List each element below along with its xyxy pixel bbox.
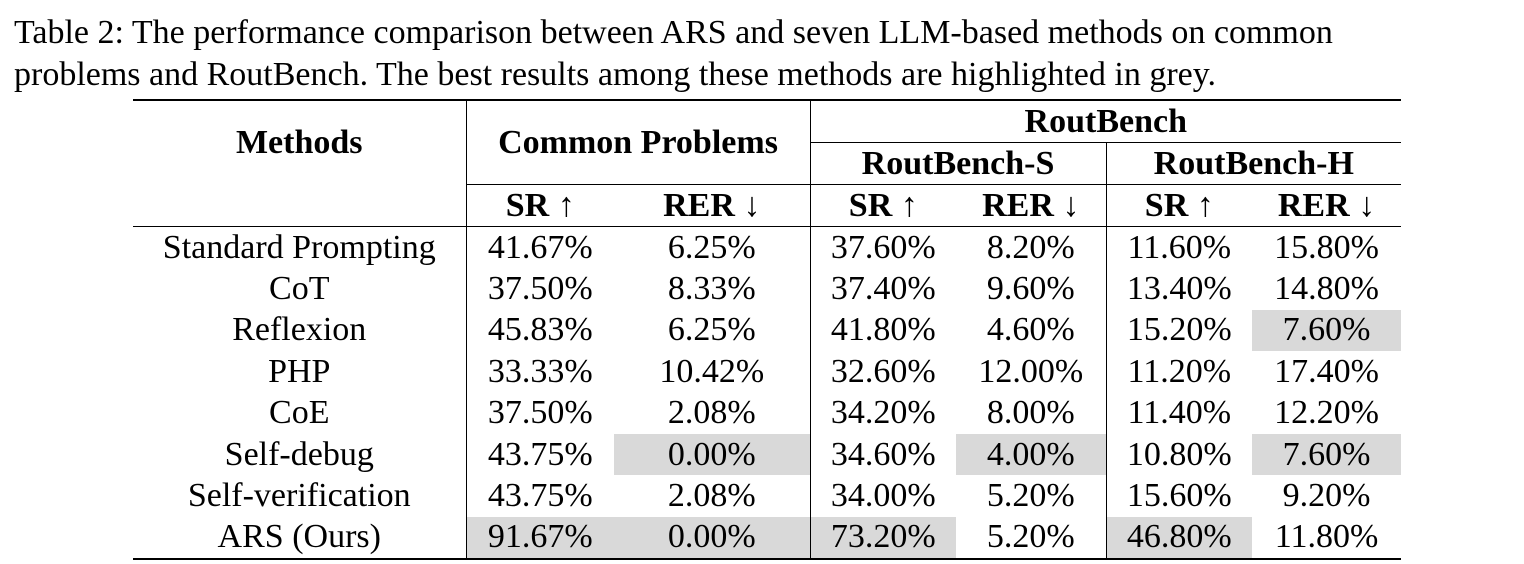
routbench-s-rer-cell-best: 4.00% <box>956 434 1106 475</box>
common-sr-cell: 33.33% <box>466 351 614 392</box>
routbench-h-sr-cell: 13.40% <box>1106 268 1252 309</box>
routbench-h-rer-cell: 11.80% <box>1252 517 1401 559</box>
method-name: Self-verification <box>187 477 411 515</box>
routbench-s-header: RoutBench-S <box>810 143 1106 185</box>
method-name: Self-debug <box>224 435 374 473</box>
routbench-h-rer-header: RER ↓ <box>1252 185 1401 227</box>
method-name: PHP <box>268 352 331 390</box>
routbench-s-rer-cell: 8.20% <box>956 227 1106 269</box>
routbench-s-sr-header: SR ↑ <box>810 185 956 227</box>
common-sr-cell: 37.50% <box>466 393 614 434</box>
routbench-h-sr-cell: 11.40% <box>1106 393 1252 434</box>
routbench-s-sr-cell: 34.60% <box>810 434 956 475</box>
routbench-h-rer-cell: 14.80% <box>1274 270 1379 308</box>
routbench-s-sr-cell: 34.00% <box>810 475 956 516</box>
common-sr-cell: 37.50% <box>466 268 614 309</box>
method-name: Standard Prompting <box>133 227 466 269</box>
routbench-h-sr-cell: 11.60% <box>1106 227 1252 269</box>
routbench-s-rer-cell: 4.60% <box>986 311 1075 349</box>
method-name: CoE <box>269 394 330 432</box>
common-sr-cell: 41.67% <box>466 227 614 269</box>
routbench-s-sr-cell: 32.60% <box>810 351 956 392</box>
common-rer-cell: 2.08% <box>667 394 756 432</box>
routbench-h-sr-cell-best: 46.80% <box>1106 517 1252 559</box>
common-rer-cell-best: 0.00% <box>614 517 810 559</box>
common-sr-header: SR ↑ <box>466 185 614 227</box>
routbench-s-rer-header: RER ↓ <box>956 185 1106 227</box>
routbench-h-rer-cell: 9.20% <box>1282 477 1371 515</box>
method-name: CoT <box>269 270 330 308</box>
routbench-h-sr-header: SR ↑ <box>1106 185 1252 227</box>
common-problems-header: Common Problems <box>466 100 810 185</box>
results-table-container <box>133 99 1401 560</box>
routbench-s-sr-cell: 37.40% <box>810 268 956 309</box>
table-caption <box>14 12 1520 96</box>
method-name: Reflexion <box>232 311 367 349</box>
routbench-s-rer-cell: 12.00% <box>978 352 1084 390</box>
method-name: ARS (Ours) <box>133 517 466 559</box>
common-rer-cell-best: 0.00% <box>614 434 810 475</box>
routbench-s-rer-cell: 5.20% <box>956 517 1106 559</box>
methods-header-spacer <box>133 185 466 227</box>
table-row <box>133 227 1401 269</box>
results-table <box>133 99 1401 560</box>
routbench-s-sr-cell: 37.60% <box>810 227 956 269</box>
routbench-h-sr-cell: 15.20% <box>1106 310 1252 351</box>
routbench-h-rer-cell-best: 7.60% <box>1252 434 1401 475</box>
routbench-s-sr-cell: 41.80% <box>810 310 956 351</box>
routbench-h-rer-cell-best: 7.60% <box>1252 310 1401 351</box>
common-sr-cell-best: 91.67% <box>466 517 614 559</box>
routbench-h-sr-cell: 10.80% <box>1106 434 1252 475</box>
routbench-h-header: RoutBench-H <box>1106 143 1401 185</box>
caption-line-2: problems and RoutBench. The best results among these methods are highlighted in grey. <box>14 56 1217 93</box>
table-row <box>133 268 1401 309</box>
routbench-s-rer-cell: 5.20% <box>986 477 1075 515</box>
common-rer-header: RER ↓ <box>614 185 810 227</box>
common-rer-cell: 10.42% <box>659 352 765 390</box>
table-row <box>133 351 1401 392</box>
caption-line-1: Table 2: The performance comparison between ARS and seven LLM-based methods on common <box>14 14 1333 51</box>
routbench-s-rer-cell: 9.60% <box>986 270 1075 308</box>
table-row <box>133 517 1401 559</box>
common-rer-cell: 6.25% <box>614 227 810 269</box>
routbench-h-rer-cell: 12.20% <box>1274 394 1379 432</box>
common-sr-cell: 45.83% <box>466 310 614 351</box>
routbench-s-sr-cell: 34.20% <box>810 393 956 434</box>
methods-header: Methods <box>133 100 466 185</box>
table-row <box>133 310 1401 351</box>
common-sr-cell: 43.75% <box>466 475 614 516</box>
routbench-h-sr-cell: 11.20% <box>1106 351 1252 392</box>
common-sr-cell: 43.75% <box>466 434 614 475</box>
common-rer-cell: 2.08% <box>667 477 756 515</box>
routbench-h-rer-cell: 15.80% <box>1252 227 1401 269</box>
common-rer-cell: 8.33% <box>667 270 756 308</box>
routbench-h-sr-cell: 15.60% <box>1106 475 1252 516</box>
routbench-h-rer-cell: 17.40% <box>1274 352 1379 390</box>
table-row <box>133 393 1401 434</box>
routbench-s-rer-cell: 8.00% <box>986 394 1075 432</box>
routbench-s-sr-cell-best: 73.20% <box>810 517 956 559</box>
table-row <box>133 475 1401 516</box>
routbench-header: RoutBench <box>810 100 1401 143</box>
table-row <box>133 434 1401 475</box>
common-rer-cell: 6.25% <box>667 311 756 349</box>
